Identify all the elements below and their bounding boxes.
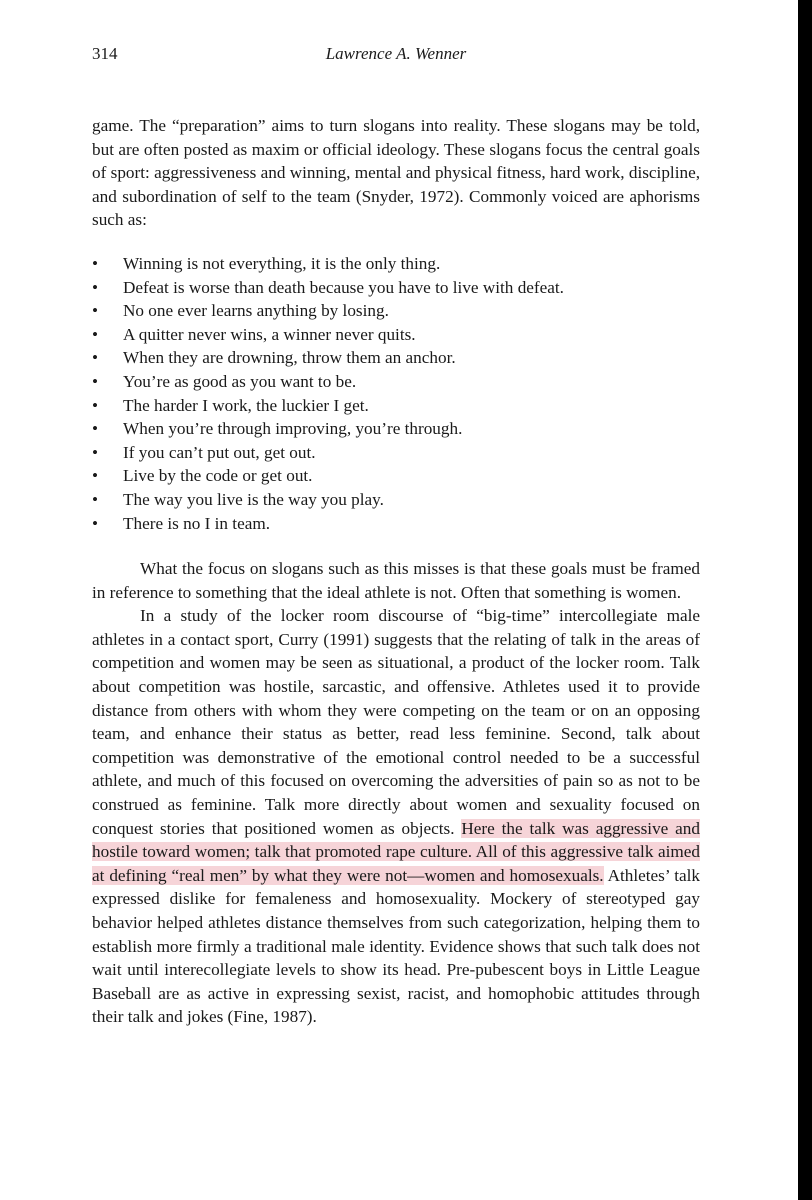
bullet-icon: • — [92, 324, 99, 344]
slogan-item — [92, 276, 700, 300]
slogan-text: There is no I in team. — [123, 513, 271, 533]
slogan-text: No one ever learns anything by losing. — [123, 301, 389, 321]
running-head: Lawrence A. Wenner — [325, 44, 467, 63]
slogan-text: If you can’t put out, get out. — [123, 442, 316, 462]
bullet-icon: • — [92, 442, 99, 462]
slogan-text: You’re as good as you want to be. — [123, 371, 357, 391]
slogan-text: When they are drowning, throw them an anchor. — [123, 348, 456, 368]
slogan-text: The harder I work, the luckier I get. — [123, 395, 369, 415]
paragraph-3-text-continued: Athletes’ talk expressed dislike for femaleness and homosexuality. Mockery of stereotyped gay behavior helped athletes distance themselves from such categorization, helping them to establish more firmly a traditional male identity. Evidence shows that such talk does not wait until interecollegiate levels to show its head. Pre-pubescent boys in Little League Baseball are as active in expressing sexist, racist, and homophobic attitudes through their talk and jokes (Fine, 1987). — [92, 865, 700, 1027]
slogan-item — [92, 370, 700, 394]
slogan-item — [92, 299, 700, 323]
slogan-item — [92, 394, 700, 418]
slogan-item — [92, 323, 700, 347]
slogan-text: When you’re through improving, you’re through. — [123, 419, 463, 439]
slogan-item — [92, 488, 700, 512]
slogan-item — [92, 417, 700, 441]
bullet-icon: • — [92, 466, 99, 486]
paragraph-2: What the focus on slogans such as this misses is that these goals must be framed in reference to something that the ideal athlete is not. Often that something is women. — [92, 559, 700, 602]
slogan-item — [92, 464, 700, 488]
bullet-icon: • — [92, 371, 99, 391]
intro-paragraph: game. The “preparation” aims to turn slogans into reality. These slogans may be told, but are often posted as maxim or official ideology. These slogans focus the central goals of sport: aggressiveness and winning, mental and physical fitness, hard work, discipline, and subordination of self to the team (Snyder, 1972). Commonly voiced are aphorisms such as: — [92, 116, 700, 230]
page-body — [92, 114, 700, 1029]
slogan-text: The way you live is the way you play. — [123, 489, 384, 509]
slogan-list — [92, 252, 700, 535]
paragraph-3 — [92, 604, 700, 1029]
slogan-item — [92, 346, 700, 370]
bullet-icon: • — [92, 348, 99, 368]
bullet-icon: • — [92, 301, 99, 321]
highlighted-passage[interactable]: Here the talk was aggressive and hostile toward women; talk that promoted rape culture. All of this aggressive talk aimed at defining “real men” by what they were not—women and homosexuals. — [92, 818, 700, 885]
slogan-text: A quitter never wins, a winner never quits. — [123, 324, 416, 344]
bullet-icon: • — [92, 513, 99, 533]
bullet-icon: • — [92, 253, 99, 273]
slogan-text: Live by the code or get out. — [123, 466, 313, 486]
slogan-item — [92, 252, 700, 276]
slogan-item — [92, 512, 700, 536]
slogan-text: Defeat is worse than death because you have to live with defeat. — [123, 277, 564, 297]
page-number: 314 — [92, 44, 118, 63]
slogan-item — [92, 441, 700, 465]
screen-edge — [798, 0, 812, 1200]
paragraph-3-text: In a study of the locker room discourse of “big-time” intercollegiate male athletes in a contact sport, Curry (1991) suggests that the relating of talk in the areas of competition and women may be seen as situational, a product of the locker room. Talk about competition was hostile, sarcastic, and offensive. Athletes used it to provide distance from others with whom they were competing on the team or on an opposing team, and enhance their status as better, read less feminine. Second, talk about competition was demonstrative of the emotional control needed to be a successful athlete, and much of this focused on overcoming the adversities of pain so as not to be construed as feminine. Talk more directly about women and sexuality focused on conquest stories that positioned women as objects. — [92, 606, 700, 838]
slogan-text: Winning is not everything, it is the only thing. — [123, 253, 441, 273]
bullet-icon: • — [92, 489, 99, 509]
page-header — [92, 44, 700, 68]
bullet-icon: • — [92, 395, 99, 415]
bullet-icon: • — [92, 419, 99, 439]
bullet-icon: • — [92, 277, 99, 297]
